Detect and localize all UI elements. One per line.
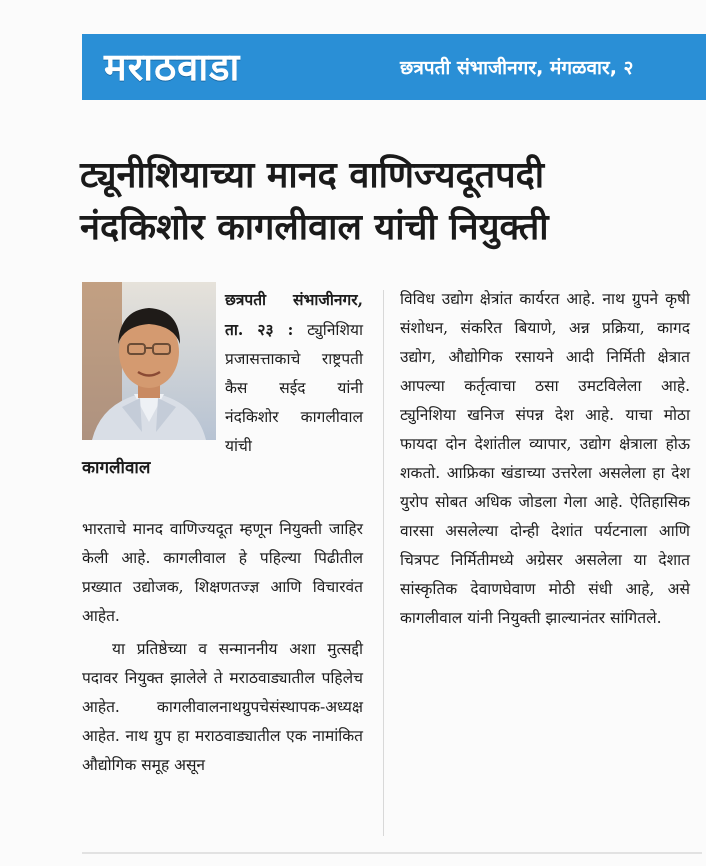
article-dateline: छत्रपती संभाजीनगर, ता. २३ :: [225, 290, 363, 339]
headline-line-2: नंदकिशोर कागलीवाल यांची नियुक्ती: [80, 207, 549, 248]
section-banner: [82, 34, 706, 100]
article-wrap-text: ट्युनिशिया प्रजासत्ताकाचे राष्ट्रपती कैस सईद यांनी नंदकिशोर कागलीवाल यांची: [225, 321, 363, 455]
article-wrap-paragraph: [225, 285, 363, 461]
headline-line-1: ट्यूनीशियाच्या मानद वाणिज्यदूतपदी: [80, 155, 545, 196]
article-headline: [80, 150, 700, 254]
portrait-photo: [82, 282, 216, 440]
article-wrap-block: [225, 285, 363, 461]
bottom-divider: [82, 852, 702, 854]
column-divider: [383, 290, 384, 836]
article-paragraph-1: भारताचे मानद वाणिज्यदूत म्हणून नियुक्ती जाहिर केली आहे. कागलीवाल हे पहिल्या पिढीतील प्रख्यात उद्योजक, शिक्षणतज्ज्ञ आणि विचारवंत आहेत.: [82, 520, 363, 625]
article-left-column: [82, 515, 363, 780]
section-title: मराठवाडा: [104, 45, 241, 89]
article-right-column: [400, 285, 690, 633]
article-paragraph-2: या प्रतिष्ठेच्या व सन्माननीय अशा मुत्सद्दी पदावर नियुक्त झालेले ते मराठवाड्यातील पहिलेच आहेत. कागलीवालनाथग्रुपचेसंस्थापक-अध्यक्ष आहेत. नाथ ग्रुप हा मराठवाड्यातील एक नामांकित औद्योगिक समूह असून: [82, 640, 363, 774]
photo-caption: कागलीवाल: [82, 458, 151, 478]
article-paragraph-3: विविध उद्योग क्षेत्रांत कार्यरत आहे. नाथ ग्रुपने कृषी संशोधन, संकरित बियाणे, अन्न प्रक्रिया, कागद उद्योग, औद्योगिक रसायने आदी निर्मिती क्षेत्रात आपल्या कर्तृत्वाचा ठसा उमटविलेला आहे. ट्युनिशिया खनिज संपन्न देश आहे. याचा मोठा फायदा दोन देशांतील व्यापार, उद्योग क्षेत्राला होऊ शकतो. आफ्रिका खंडाच्या उत्तरेला असलेला हा देश युरोप सोबत अधिक जोडला गेला आहे. ऐतिहासिक वारसा असलेल्या दोन्ही देशांत पर्यटनाला आणि चित्रपट निर्मितीमध्ये अग्रेसर असलेला या देशात सांस्कृतिक देवाणघेवाण मोठी संधी आहे, असे कागलीवाल यांनी नियुक्ती झाल्यानंतर सांगितले.: [400, 290, 690, 627]
banner-dateline: छत्रपती संभाजीनगर, मंगळवार, २: [400, 57, 634, 79]
portrait-illustration: [82, 282, 216, 440]
